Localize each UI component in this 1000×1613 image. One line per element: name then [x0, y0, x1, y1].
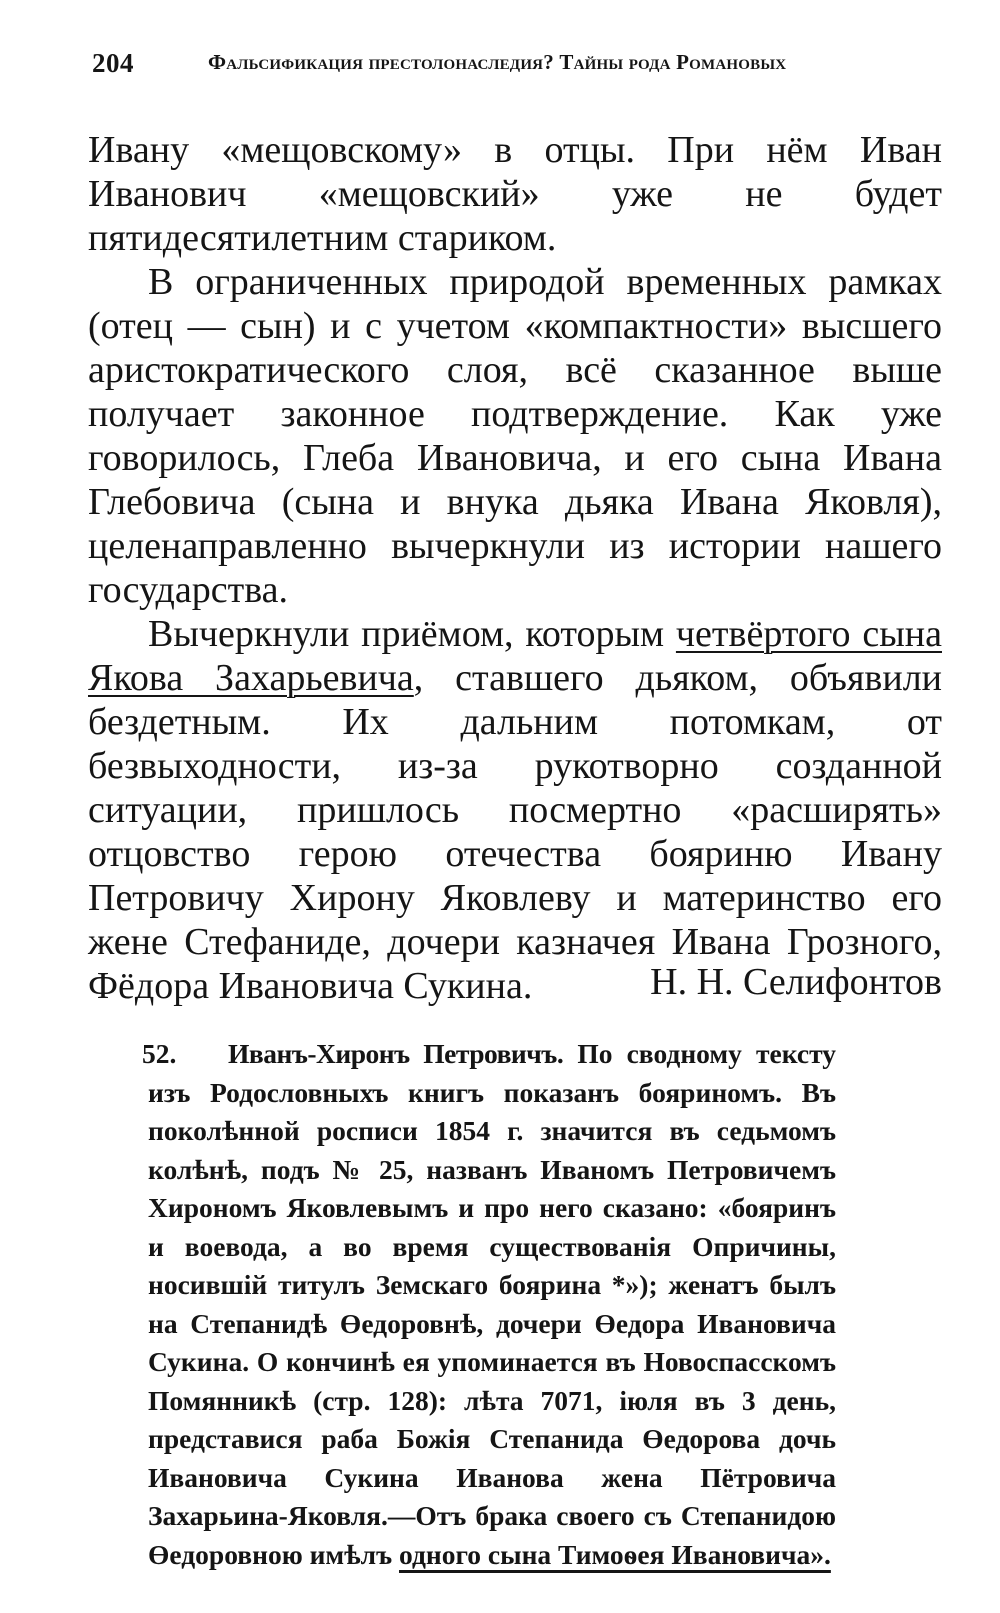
quoted-genealogy-entry: [142, 1035, 836, 1574]
main-text: [88, 128, 942, 1008]
paragraph-3: [88, 612, 942, 1008]
underlined-phrase: четвёртого сына Якова Захарьевича: [88, 613, 942, 699]
page-header: [80, 48, 940, 88]
paragraph-2: В ограниченных природой временных рамках (отец — сын) и с учетом «компактности» высшего аристократического слоя, всё сказанное выше получает законное подтверждение. Как уже говорилось, Глеба Ивановича, и его сына Ивана Глебовича (сына и внука дьяка Ивана Яковля), целенаправленно вычеркнули из истории нашего государства.: [88, 261, 942, 611]
paragraph-1: Ивану «мещовскому» в отцы. При нём Иван Иванович «мещовский» уже не будет пятидесятилетним стариком.: [88, 129, 942, 259]
paragraph-3-start: Вычеркнули приёмом, которым: [148, 613, 676, 655]
entry-number: 52.: [142, 1038, 177, 1069]
author-signature: Н. Н. Селифонтов: [650, 961, 942, 1003]
entry-underlined-text: одного сына Тимоѳея Ивановича».: [399, 1538, 831, 1570]
entry-text: По сводному тексту изъ Родословныхъ книгъ показанъ бояриномъ. Въ поколѣнной росписи 1854 г. значится въ седьмомъ колѣнѣ, подъ № 25, названъ Иваномъ Петровичемъ Хирономъ Яковлевымъ и про него сказано: «бояринъ и воевода, а во время существованія Опричины, носившій титулъ Земскаго боярина *»); женатъ былъ на Степанидѣ Өедоровнѣ, дочери Өедора Ивановича Сукина. О кончинѣ ея упоминается въ Новоспасскомъ Помянникѣ (стр. 128): лѣта 7071, іюля въ 3 день, представися раба Божія Степанида Өедорова дочь Ивановича Сукина Иванова жена Пётровича Захарьина-Яковля.—Отъ брака своего съ Степанидою Өедоровною имѣлъ: [148, 1038, 836, 1570]
paragraph-3-end: , ставшего дьяком, объявили бездетным. Их дальним потомкам, от безвыходности, из-за рукотворно созданной ситуации, пришлось посмертно «расширять» отцовство герою отечества бояриню Ивану Петровичу Хирону Яковлеву и материнство его жене Стефаниде, дочери казначея Ивана Грозного, Фёдора Ивановича Сукина.: [88, 657, 942, 1007]
page-number: 204: [92, 48, 134, 78]
entry-name: Иванъ-Хиронъ Петровичъ.: [228, 1038, 564, 1069]
running-title: Фальсификация престолонаследия? Тайны рода Романовых: [208, 50, 787, 74]
